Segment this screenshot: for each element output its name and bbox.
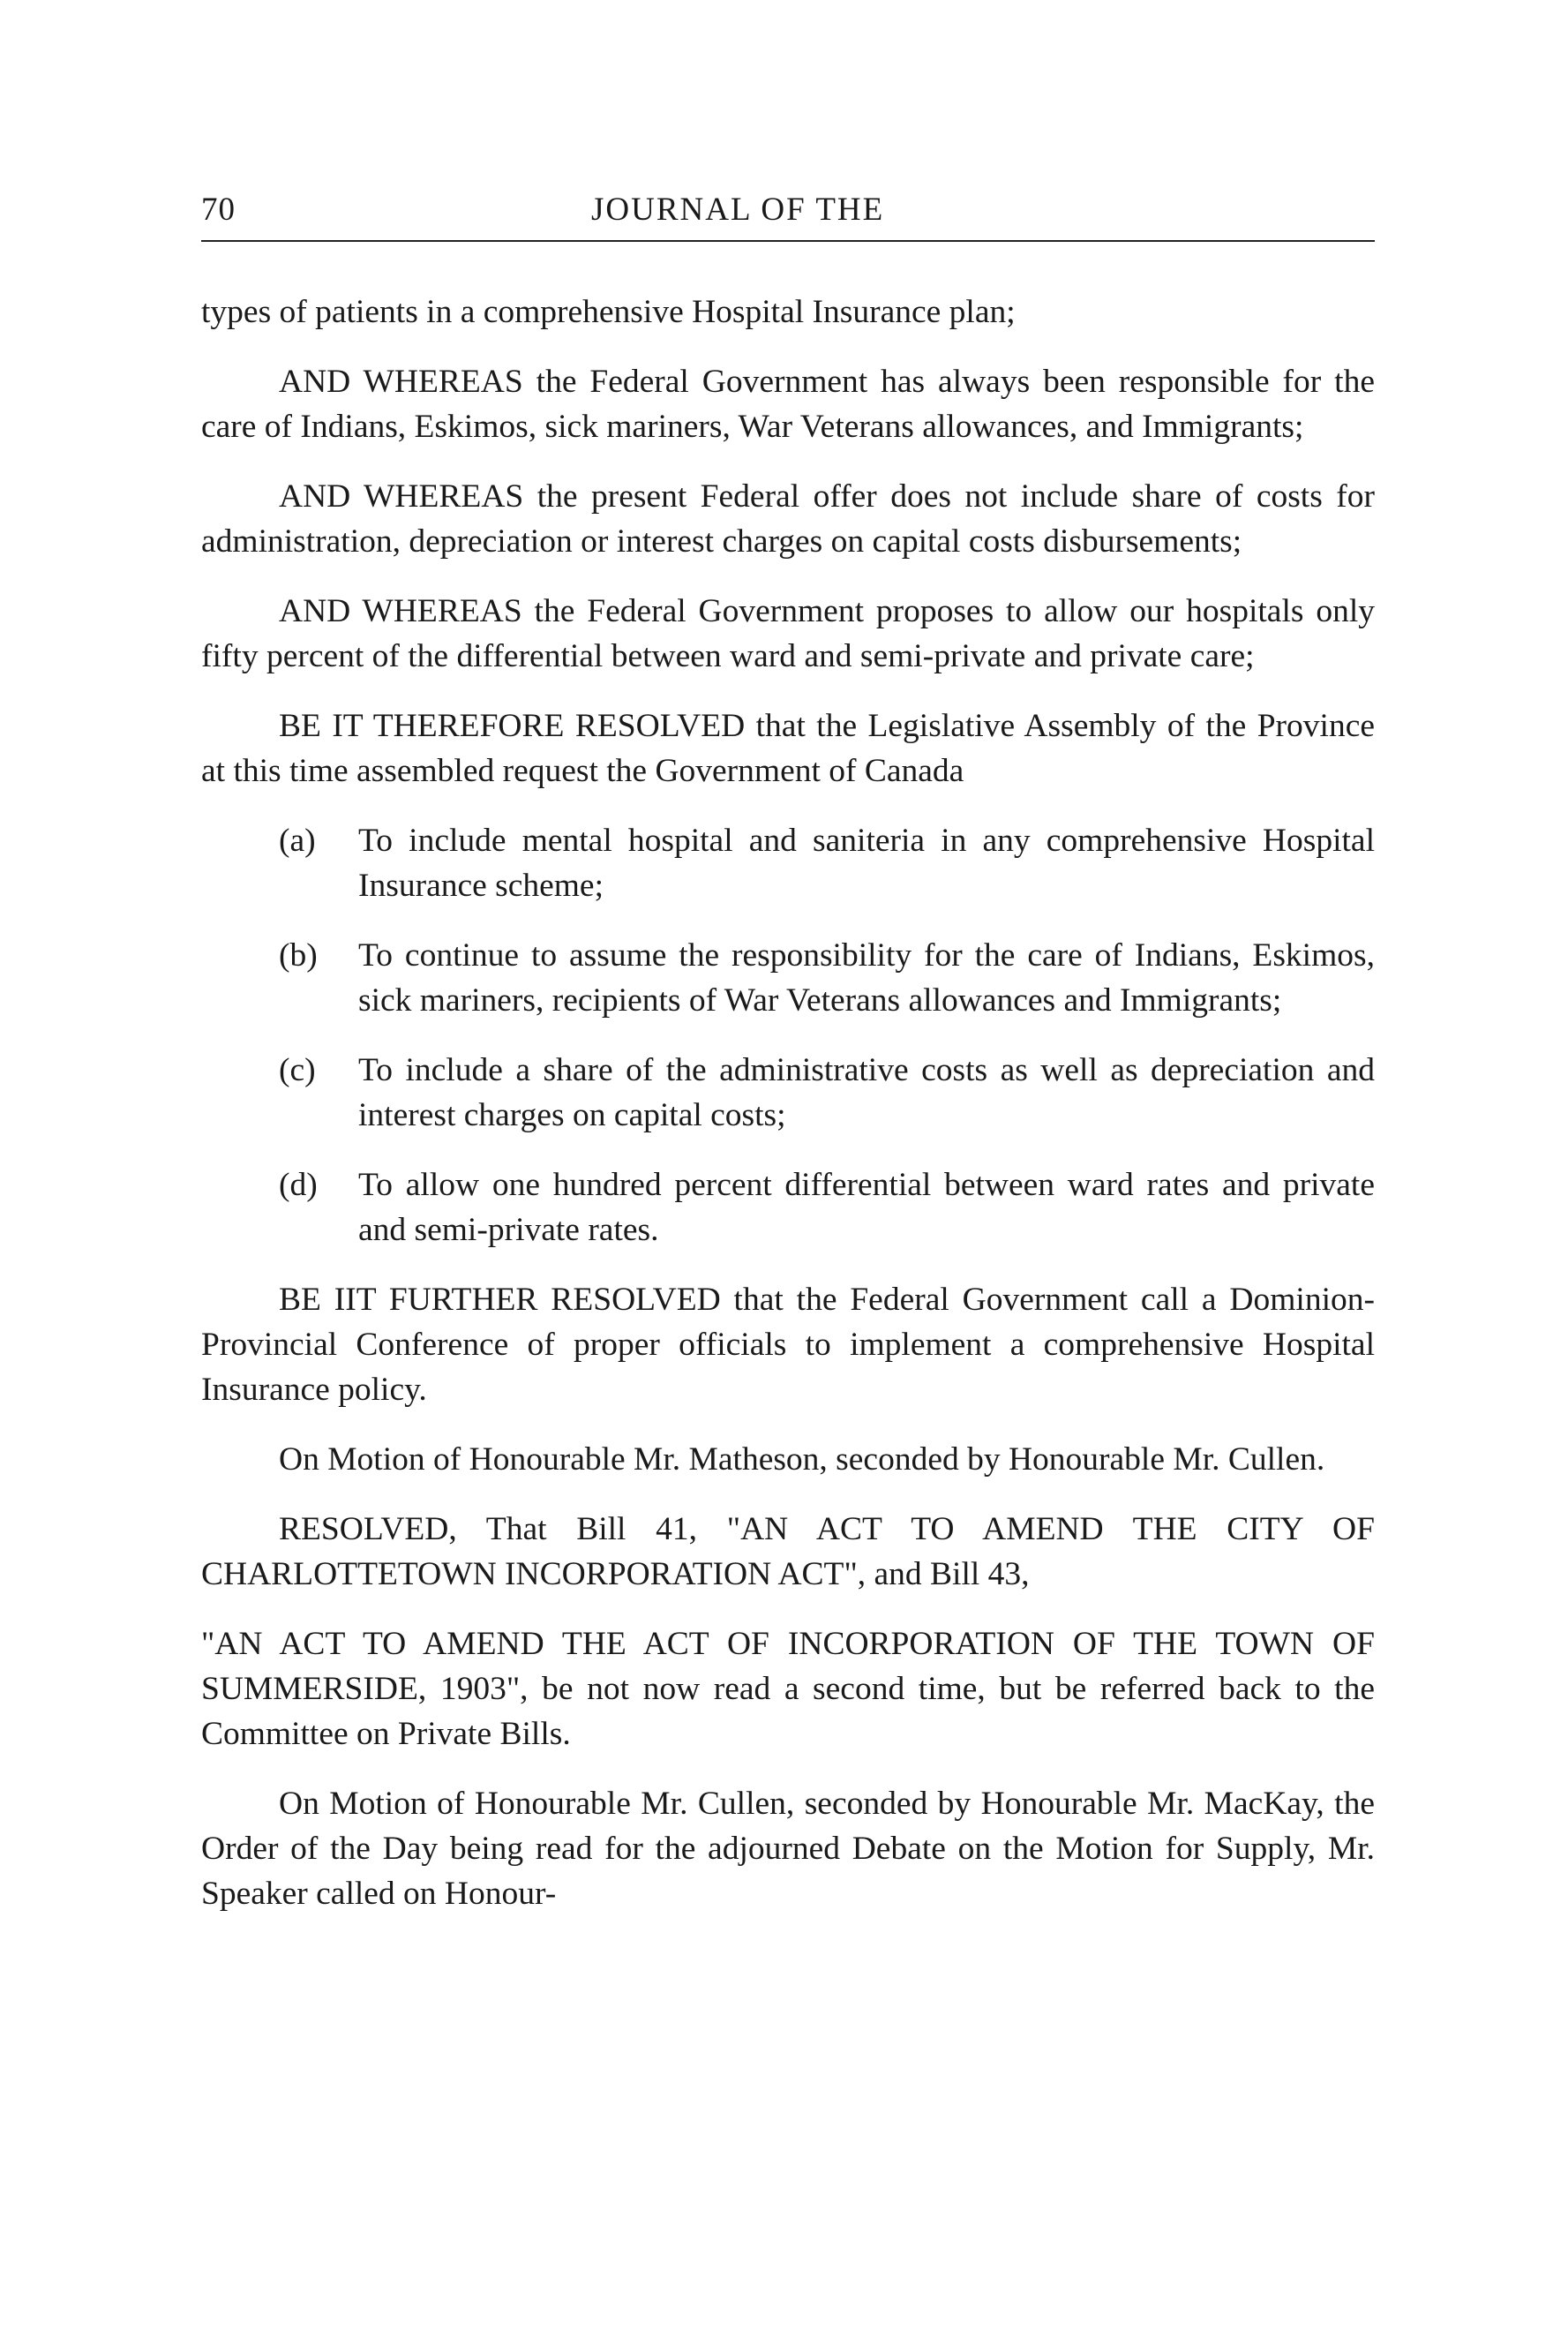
paragraph-motion-matheson: On Motion of Honourable Mr. Matheson, seconded by Honourable Mr. Cullen.: [279, 1441, 1325, 1478]
page-number: 70: [201, 192, 236, 228]
paragraph-further-resolved: BE IIT FURTHER RESOLVED that the Federal Government call a Dominion-Provincial Conference of proper officials to implement a comprehensive Hospital Insurance policy.: [201, 1282, 1375, 1408]
page-header: [201, 177, 1375, 229]
list-item-text: To allow one hundred percent differential between ward rates and private and semi-private rates.: [358, 1167, 1375, 1248]
body-text: [201, 290, 1375, 1941]
list-item: [201, 1048, 1375, 1138]
journal-page: [201, 177, 1375, 1912]
paragraph-continuation: types of patients in a comprehensive Hospital Insurance plan;: [201, 294, 1016, 330]
list-item-text: To include mental hospital and saniteria in any comprehensive Hospital Insurance scheme;: [358, 823, 1375, 904]
list-item-text: To include a share of the administrative costs as well as depreciation and interest charges on capital costs;: [358, 1052, 1375, 1133]
list-item: [201, 1162, 1375, 1252]
paragraph-bill-43: "AN ACT TO AMEND THE ACT OF INCORPORATION OF THE TOWN OF SUMMERSIDE, 1903", be not now read a second time, but be referred back to the Committee on Private Bills.: [201, 1626, 1375, 1752]
list-item: [201, 818, 1375, 908]
running-title: JOURNAL OF THE: [591, 192, 885, 228]
list-item-label: (d): [279, 1167, 318, 1203]
header-rule: [201, 240, 1375, 242]
list-item: [201, 933, 1375, 1023]
paragraph-motion-cullen: On Motion of Honourable Mr. Cullen, seconded by Honourable Mr. MacKay, the Order of the Day being read for the adjourned Debate on the Motion for Supply, Mr. Speaker called on Honour-: [201, 1786, 1375, 1912]
paragraph-resolved-bill-41: RESOLVED, That Bill 41, "AN ACT TO AMEND THE CITY OF CHARLOTTETOWN INCORPORATION ACT", and Bill 43,: [201, 1511, 1375, 1592]
paragraph-whereas-differential: AND WHEREAS the Federal Government proposes to allow our hospitals only fifty percent of the differential between ward and semi-private and private care;: [201, 593, 1375, 674]
list-item-label: (a): [279, 823, 316, 859]
paragraph-resolution: BE IT THEREFORE RESOLVED that the Legislative Assembly of the Province at this time assembled request the Government of Canada: [201, 708, 1375, 789]
paragraph-whereas-costs: AND WHEREAS the present Federal offer does not include share of costs for administration, depreciation or interest charges on capital costs disbursements;: [201, 478, 1375, 560]
list-item-label: (b): [279, 937, 318, 974]
list-item-label: (c): [279, 1052, 316, 1088]
resolution-list: [201, 818, 1375, 1252]
list-item-text: To continue to assume the responsibility for the care of Indians, Eskimos, sick mariners, recipients of War Veterans allowances and Immigrants;: [358, 937, 1375, 1019]
paragraph-whereas-responsibility: AND WHEREAS the Federal Government has always been responsible for the care of Indians, Eskimos, sick mariners, War Veterans allowances, and Immigrants;: [201, 364, 1375, 445]
